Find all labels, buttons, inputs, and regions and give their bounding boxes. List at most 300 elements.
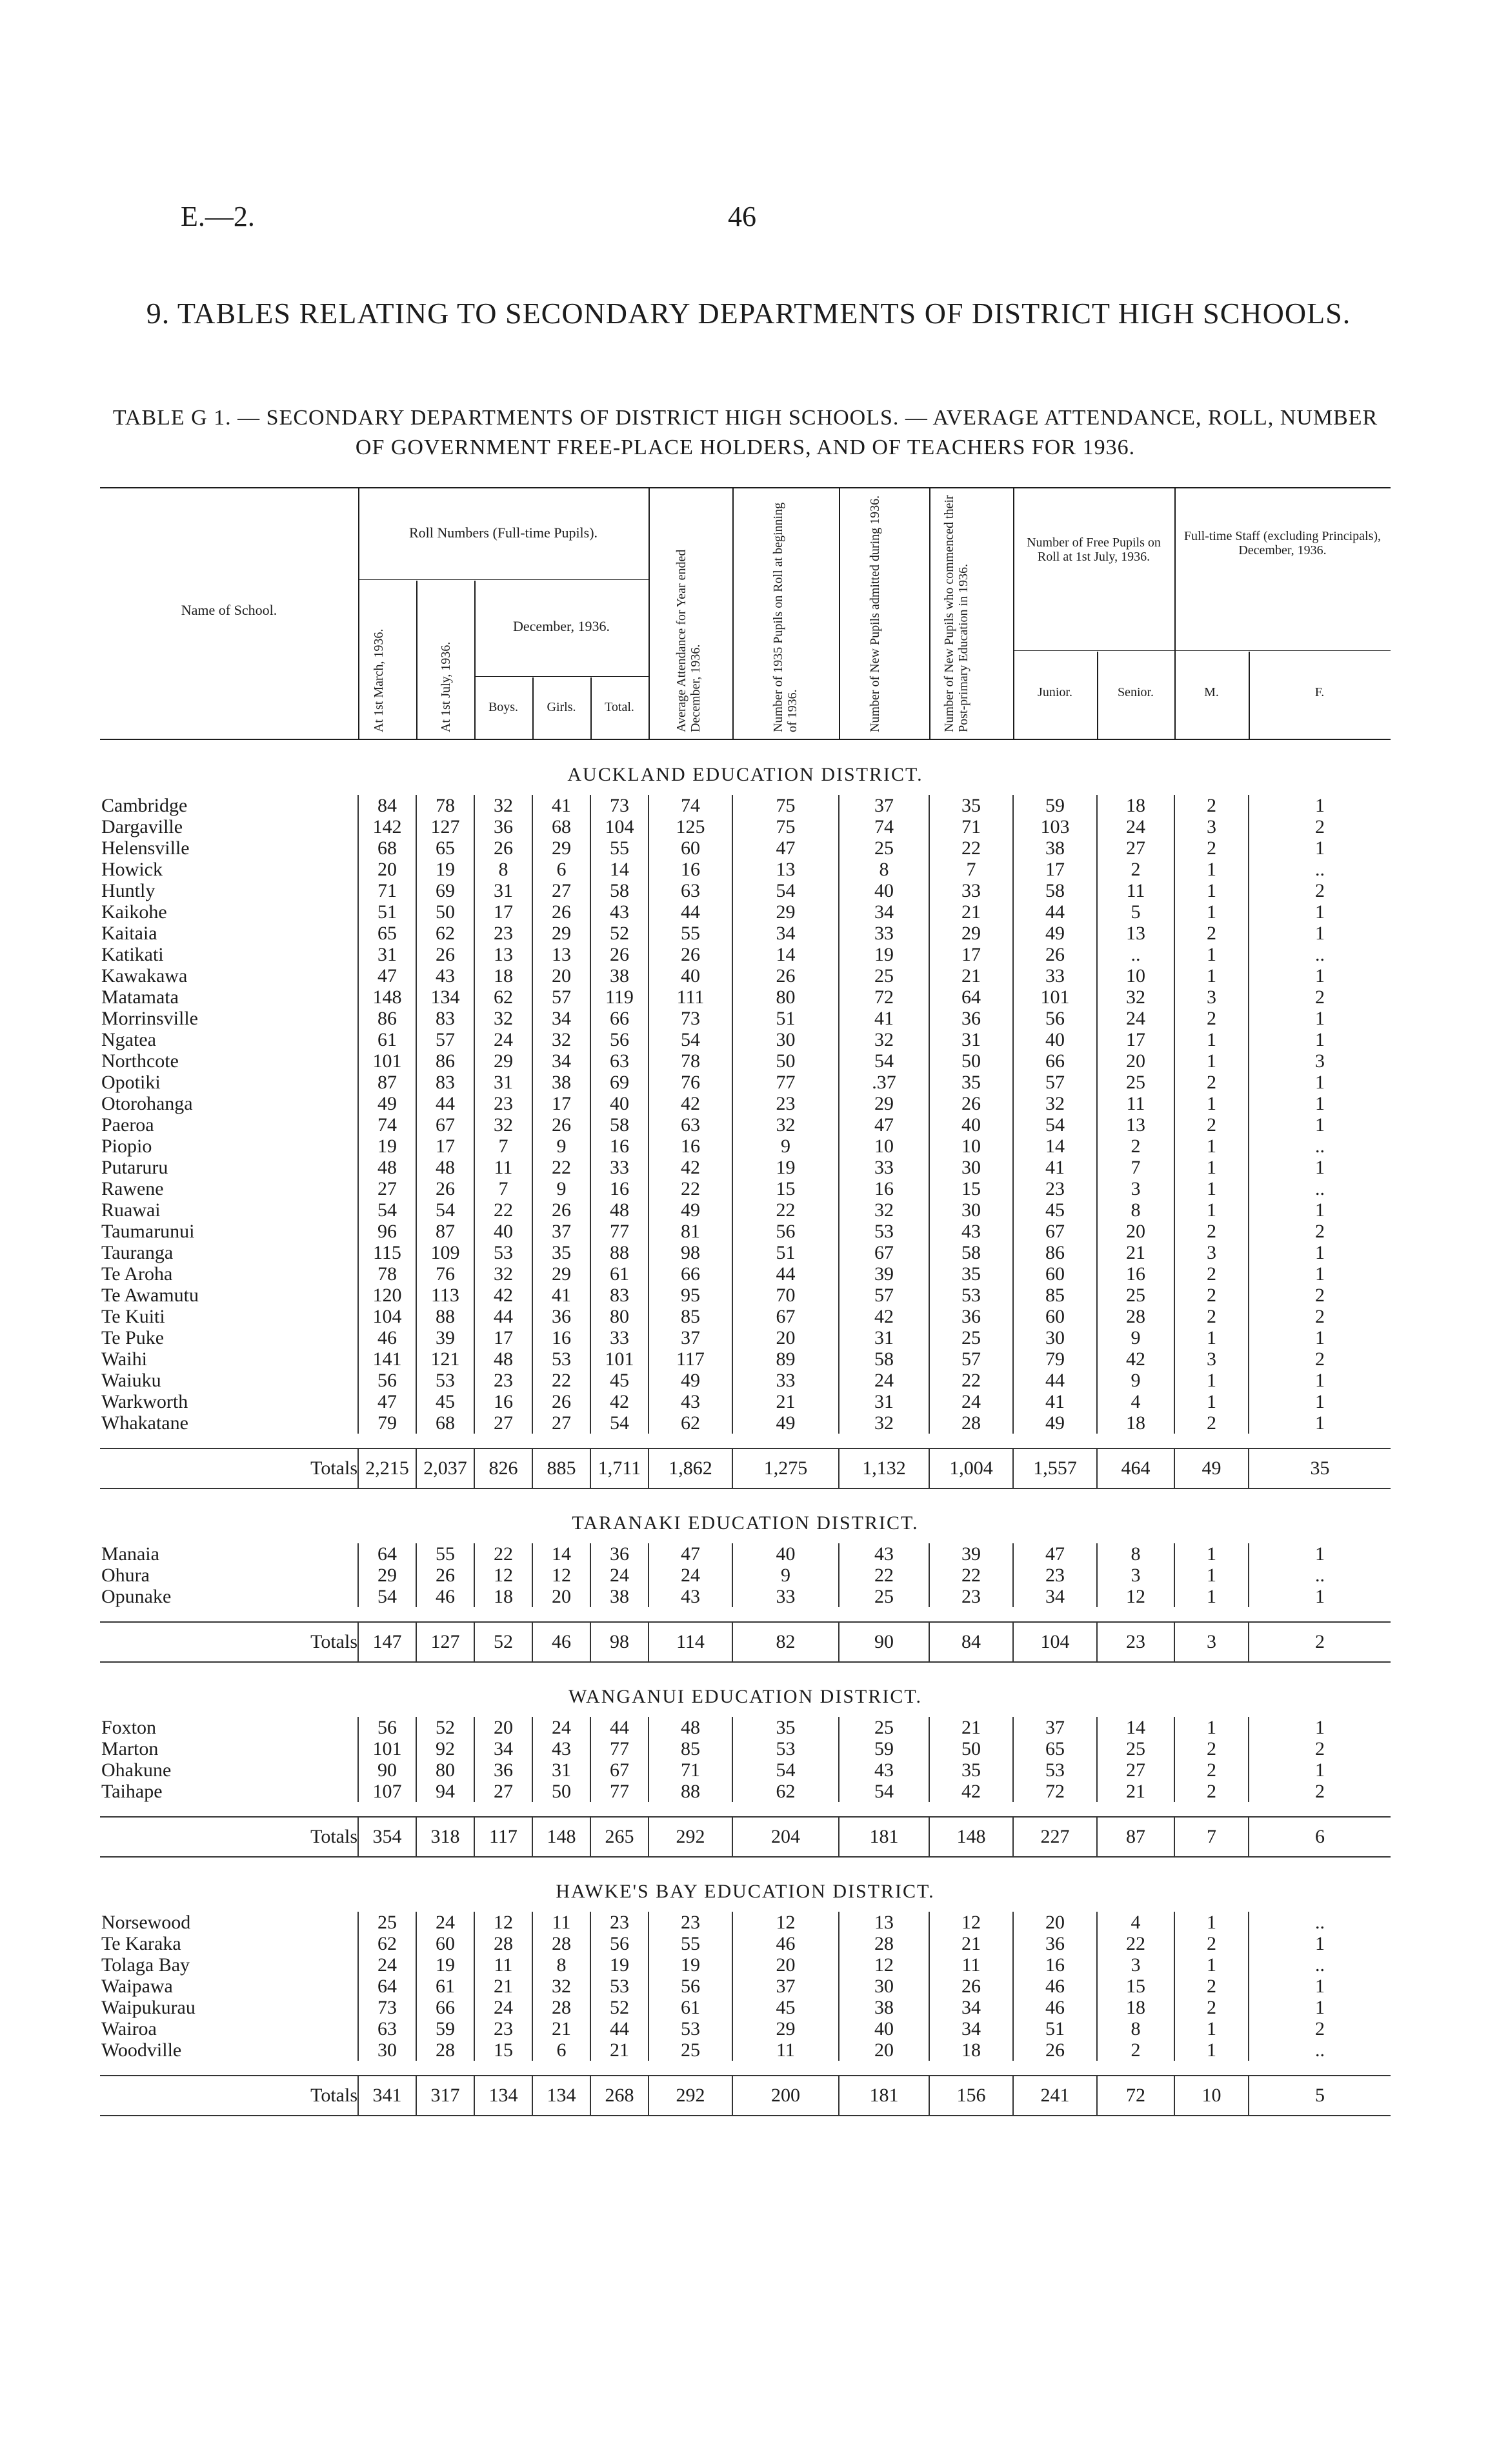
table-cell: 1 <box>1174 880 1249 901</box>
table-cell: 111 <box>648 987 732 1008</box>
district-heading: WANGANUI EDUCATION DISTRICT. <box>568 1686 922 1707</box>
table-cell: 1 <box>1249 1008 1391 1029</box>
table-cell: 41 <box>532 795 590 816</box>
table-cell: 125 <box>648 816 732 837</box>
table-cell: 147 <box>358 1622 416 1662</box>
table-cell: 59 <box>1013 795 1097 816</box>
header-divider <box>1013 650 1391 651</box>
table-cell: 3 <box>1174 1242 1249 1263</box>
table-cell: 19 <box>732 1157 839 1178</box>
table-cell: 3 <box>1174 1622 1249 1662</box>
spacer-cell <box>100 2061 1391 2076</box>
spacer-cell <box>100 1802 1391 1817</box>
table-cell: 83 <box>590 1285 648 1306</box>
table-cell: 2 <box>1249 1285 1391 1306</box>
table-cell: 24 <box>532 1717 590 1738</box>
table-cell: 27 <box>358 1178 416 1199</box>
school-name: Taihape <box>101 1781 163 1802</box>
table-cell: 103 <box>1013 816 1097 837</box>
header-name-of-school: Name of School. <box>181 602 277 618</box>
table-cell: 73 <box>590 795 648 816</box>
table-cell: 23 <box>929 1586 1013 1607</box>
school-name: Tauranga <box>101 1242 174 1263</box>
table-cell: 26 <box>416 1565 474 1586</box>
table-cell: 64 <box>358 1976 416 1997</box>
school-name: Marton <box>101 1738 159 1759</box>
header-bottom-rule <box>100 739 1391 740</box>
table-cell: 2 <box>1174 1306 1249 1327</box>
table-row <box>100 1221 1391 1242</box>
table-cell: 24 <box>474 1997 532 2018</box>
table-cell: 43 <box>648 1391 732 1412</box>
table-cell: 2 <box>1097 1136 1174 1157</box>
table-cell: 51 <box>732 1242 839 1263</box>
table-cell: 22 <box>1097 1933 1174 1954</box>
table-cell: 34 <box>532 1050 590 1072</box>
table-cell: .. <box>1097 944 1174 965</box>
table-cell: 39 <box>839 1263 929 1285</box>
table-cell: 42 <box>474 1285 532 1306</box>
header-total: Total. <box>605 700 634 714</box>
table-cell: 44 <box>1013 901 1097 923</box>
table-cell: 20 <box>839 2039 929 2061</box>
spacer-cell <box>100 1662 1391 1677</box>
table-row <box>100 1263 1391 1285</box>
page-number: 46 <box>728 201 756 232</box>
table-cell: 35 <box>1249 1448 1391 1488</box>
table-cell: 39 <box>929 1543 1013 1565</box>
school-name: Waipawa <box>101 1976 173 1997</box>
table-cell: 77 <box>590 1221 648 1242</box>
table-cell: 9 <box>732 1565 839 1586</box>
table-cell: 292 <box>648 1817 732 1857</box>
table-cell: 71 <box>929 816 1013 837</box>
spacer-row <box>100 2061 1391 2076</box>
table-cell: 46 <box>1013 1997 1097 2018</box>
table-cell: 1 <box>1249 1997 1391 2018</box>
table-cell: .. <box>1249 1178 1391 1199</box>
table-row <box>100 965 1391 987</box>
table-cell: 72 <box>1013 1781 1097 1802</box>
table-cell: 148 <box>358 987 416 1008</box>
school-name: Putaruru <box>101 1157 168 1178</box>
table-cell: 74 <box>358 1114 416 1136</box>
table-cell: 94 <box>416 1781 474 1802</box>
header-at-1st-march: At 1st March, 1936. <box>372 628 386 732</box>
table-cell: 36 <box>929 1306 1013 1327</box>
table-cell: 1 <box>1174 2018 1249 2039</box>
school-name: Northcote <box>101 1050 179 1072</box>
page-title: 9. TABLES RELATING TO SECONDARY DEPARTMENTS OF DISTRICT HIGH SCHOOLS. <box>146 297 1351 330</box>
table-cell: 53 <box>532 1348 590 1370</box>
table-cell: 66 <box>416 1997 474 2018</box>
table-cell: 13 <box>474 944 532 965</box>
table-cell: 318 <box>416 1817 474 1857</box>
table-cell: 19 <box>416 1954 474 1976</box>
table-cell: 32 <box>474 1114 532 1136</box>
table-cell: 2 <box>1249 1781 1391 1802</box>
table-cell: 9 <box>1097 1327 1174 1348</box>
table-cell: 22 <box>929 837 1013 859</box>
table-cell: 51 <box>358 901 416 923</box>
totals-label: Totals <box>100 2076 358 2116</box>
table-cell: 34 <box>474 1738 532 1759</box>
table-cell: 28 <box>416 2039 474 2061</box>
table-cell: 134 <box>474 2076 532 2116</box>
table-cell: 26 <box>532 1114 590 1136</box>
table-cell: 50 <box>929 1050 1013 1072</box>
table-cell: 17 <box>1097 1029 1174 1050</box>
table-cell: 57 <box>416 1029 474 1050</box>
schools-table <box>100 755 1391 2130</box>
table-cell: 19 <box>358 1136 416 1157</box>
table-cell: 88 <box>590 1242 648 1263</box>
table-cell: 27 <box>1097 837 1174 859</box>
table-cell: 17 <box>416 1136 474 1157</box>
table-cell: 42 <box>1097 1348 1174 1370</box>
header-senior: Senior. <box>1117 685 1154 699</box>
table-cell: 55 <box>590 837 648 859</box>
table-cell: 50 <box>416 901 474 923</box>
table-cell: 2 <box>1174 1072 1249 1093</box>
district-heading: HAWKE'S BAY EDUCATION DISTRICT. <box>556 1881 935 1902</box>
header-divider <box>358 487 359 739</box>
table-cell: 49 <box>648 1370 732 1391</box>
table-cell: 48 <box>648 1717 732 1738</box>
table-cell: 80 <box>416 1759 474 1781</box>
table-cell: 37 <box>839 795 929 816</box>
table-cell: 3 <box>1174 816 1249 837</box>
table-row <box>100 880 1391 901</box>
table-cell: 21 <box>1097 1242 1174 1263</box>
table-cell: 58 <box>839 1348 929 1370</box>
table-cell: 115 <box>358 1242 416 1263</box>
table-cell: 67 <box>590 1759 648 1781</box>
table-cell: 10 <box>1174 2076 1249 2116</box>
table-cell: 26 <box>474 837 532 859</box>
table-cell: 2 <box>1174 837 1249 859</box>
header-girls: Girls. <box>547 700 576 714</box>
table-cell: 30 <box>732 1029 839 1050</box>
header-average-attendance: Average Attendance for Year ended December, 1936. <box>674 549 703 732</box>
table-cell: 60 <box>648 837 732 859</box>
table-cell: 12 <box>1097 1586 1174 1607</box>
table-cell: 32 <box>474 1263 532 1285</box>
table-cell: 26 <box>929 1976 1013 1997</box>
spacer-cell <box>100 1857 1391 1872</box>
table-cell: 1 <box>1249 923 1391 944</box>
table-cell: 26 <box>590 944 648 965</box>
table-cell: 54 <box>358 1199 416 1221</box>
table-cell: 32 <box>532 1976 590 1997</box>
table-cell: 17 <box>1013 859 1097 880</box>
table-cell: 2 <box>1249 1221 1391 1242</box>
table-cell: 63 <box>590 1050 648 1072</box>
table-cell: 114 <box>648 1622 732 1662</box>
table-cell: 104 <box>1013 1622 1097 1662</box>
table-cell: 45 <box>416 1391 474 1412</box>
table-cell: 6 <box>532 859 590 880</box>
table-cell: 52 <box>416 1717 474 1738</box>
table-row <box>100 1327 1391 1348</box>
table-cell: 156 <box>929 2076 1013 2116</box>
page-reference: E.—2. <box>181 201 255 232</box>
totals-label: Totals <box>100 1622 358 1662</box>
table-cell: 354 <box>358 1817 416 1857</box>
table-cell: 1 <box>1249 1072 1391 1093</box>
school-name: Katikati <box>101 944 164 965</box>
table-cell: 37 <box>532 1221 590 1242</box>
school-name: Whakatane <box>101 1412 188 1434</box>
table-cell: 96 <box>358 1221 416 1242</box>
table-cell: 15 <box>474 2039 532 2061</box>
table-cell: 48 <box>416 1157 474 1178</box>
table-cell: 75 <box>732 795 839 816</box>
table-cell: 26 <box>416 944 474 965</box>
school-name: Opotiki <box>101 1072 161 1093</box>
table-cell: 73 <box>648 1008 732 1029</box>
table-cell: 8 <box>1097 1199 1174 1221</box>
table-cell: 113 <box>416 1285 474 1306</box>
table-cell: 11 <box>732 2039 839 2061</box>
table-cell: 1 <box>1174 944 1249 965</box>
table-cell: 1 <box>1174 1954 1249 1976</box>
table-cell: 1 <box>1174 901 1249 923</box>
table-cell: 61 <box>416 1976 474 1997</box>
table-cell: 26 <box>416 1178 474 1199</box>
school-name: Helensville <box>101 837 190 859</box>
table-cell: 40 <box>648 965 732 987</box>
table-cell: 11 <box>532 1912 590 1933</box>
table-cell: 268 <box>590 2076 648 2116</box>
table-cell: 40 <box>929 1114 1013 1136</box>
table-cell: 35 <box>929 1263 1013 1285</box>
table-cell: 1 <box>1174 1029 1249 1050</box>
school-name: Paeroa <box>101 1114 154 1136</box>
table-cell: 58 <box>590 1114 648 1136</box>
table-cell: 27 <box>474 1412 532 1434</box>
table-cell: 33 <box>590 1327 648 1348</box>
table-cell: 59 <box>839 1738 929 1759</box>
table-cell: 24 <box>648 1565 732 1586</box>
table-cell: 1 <box>1249 837 1391 859</box>
table-cell: 53 <box>839 1221 929 1242</box>
table-cell: 12 <box>732 1912 839 1933</box>
table-row <box>100 1565 1391 1586</box>
spacer-row <box>100 1662 1391 1677</box>
table-cell: 2 <box>1174 1759 1249 1781</box>
header-divider <box>1174 487 1176 739</box>
table-cell: 87 <box>416 1221 474 1242</box>
school-name: Kawakawa <box>101 965 188 987</box>
table-cell: 28 <box>1097 1306 1174 1327</box>
table-row <box>100 1029 1391 1050</box>
school-name: Howick <box>101 859 163 880</box>
school-name: Opunake <box>101 1586 172 1607</box>
table-cell: 47 <box>1013 1543 1097 1565</box>
table-cell: 95 <box>648 1285 732 1306</box>
table-cell: 16 <box>839 1178 929 1199</box>
table-cell: 84 <box>929 1622 1013 1662</box>
table-cell: 40 <box>590 1093 648 1114</box>
table-cell: 31 <box>358 944 416 965</box>
table-cell: 59 <box>416 2018 474 2039</box>
table-cell: 3 <box>1097 1954 1174 1976</box>
table-cell: 62 <box>648 1412 732 1434</box>
spacer-cell <box>100 1434 1391 1448</box>
school-name: Ngatea <box>101 1029 156 1050</box>
table-cell: 2 <box>1174 923 1249 944</box>
table-cell: 1 <box>1249 1157 1391 1178</box>
table-row <box>100 795 1391 816</box>
table-cell: 26 <box>532 1391 590 1412</box>
table-row <box>100 987 1391 1008</box>
table-cell: 16 <box>532 1327 590 1348</box>
table-cell: 16 <box>474 1391 532 1412</box>
table-cell: 75 <box>732 816 839 837</box>
table-cell: 19 <box>648 1954 732 1976</box>
table-cell: 35 <box>929 1759 1013 1781</box>
table-cell: 227 <box>1013 1817 1097 1857</box>
table-cell: 1,004 <box>929 1448 1013 1488</box>
totals-row <box>100 1817 1391 1857</box>
table-row <box>100 859 1391 880</box>
table-cell: 28 <box>474 1933 532 1954</box>
table-cell: 20 <box>532 965 590 987</box>
table-cell: 33 <box>839 1157 929 1178</box>
table-cell: 70 <box>732 1285 839 1306</box>
table-cell: 21 <box>474 1976 532 1997</box>
table-cell: 37 <box>1013 1717 1097 1738</box>
table-cell: 22 <box>474 1543 532 1565</box>
table-cell: 76 <box>416 1263 474 1285</box>
table-cell: 40 <box>839 880 929 901</box>
table-cell: 17 <box>929 944 1013 965</box>
table-cell: 53 <box>590 1976 648 1997</box>
table-cell: 1 <box>1249 1412 1391 1434</box>
table-cell: 23 <box>1013 1178 1097 1199</box>
table-cell: 54 <box>590 1412 648 1434</box>
table-cell: 30 <box>929 1157 1013 1178</box>
table-cell: 54 <box>416 1199 474 1221</box>
table-cell: 31 <box>929 1029 1013 1050</box>
table-cell: 33 <box>590 1157 648 1178</box>
table-cell: 49 <box>1013 923 1097 944</box>
table-cell: 80 <box>732 987 839 1008</box>
table-cell: 41 <box>1013 1391 1097 1412</box>
table-cell: 29 <box>732 901 839 923</box>
table-cell: 120 <box>358 1285 416 1306</box>
school-name: Otorohanga <box>101 1093 193 1114</box>
spacer-row <box>100 1857 1391 1872</box>
table-cell: 23 <box>590 1912 648 1933</box>
table-cell: 4 <box>1097 1391 1174 1412</box>
table-cell: 34 <box>929 2018 1013 2039</box>
table-cell: 61 <box>648 1997 732 2018</box>
school-name: Warkworth <box>101 1391 188 1412</box>
table-cell: 22 <box>532 1370 590 1391</box>
table-cell: .. <box>1249 1136 1391 1157</box>
table-cell: 29 <box>532 923 590 944</box>
table-cell: 1,132 <box>839 1448 929 1488</box>
table-row <box>100 901 1391 923</box>
table-cell: 98 <box>648 1242 732 1263</box>
table-cell: 50 <box>929 1738 1013 1759</box>
table-cell: 55 <box>416 1543 474 1565</box>
table-cell: 25 <box>839 1586 929 1607</box>
table-cell: 86 <box>1013 1242 1097 1263</box>
school-name: Rawene <box>101 1178 164 1199</box>
table-cell: 82 <box>732 1622 839 1662</box>
table-cell: 25 <box>929 1327 1013 1348</box>
table-cell: 2 <box>1249 816 1391 837</box>
table-cell: 56 <box>590 1029 648 1050</box>
school-name: Kaitaia <box>101 923 157 944</box>
table-cell: 46 <box>416 1586 474 1607</box>
table-cell: 2 <box>1249 1738 1391 1759</box>
table-cell: 15 <box>929 1178 1013 1199</box>
table-cell: 72 <box>839 987 929 1008</box>
school-name: Matamata <box>101 987 179 1008</box>
table-cell: 38 <box>590 965 648 987</box>
table-cell: 1 <box>1249 965 1391 987</box>
table-cell: 23 <box>474 1093 532 1114</box>
school-name: Te Kuiti <box>101 1306 165 1327</box>
table-cell: 8 <box>1097 2018 1174 2039</box>
table-cell: 30 <box>358 2039 416 2061</box>
table-cell: 38 <box>839 1997 929 2018</box>
table-cell: 1 <box>1174 1391 1249 1412</box>
table-row <box>100 1114 1391 1136</box>
table-cell: 49 <box>1013 1412 1097 1434</box>
spacer-cell <box>100 1607 1391 1622</box>
table-cell: 10 <box>1097 965 1174 987</box>
table-cell: 6 <box>532 2039 590 2061</box>
table-cell: 11 <box>1097 1093 1174 1114</box>
table-cell: 68 <box>358 837 416 859</box>
table-row <box>100 1285 1391 1306</box>
table-cell: 58 <box>1013 880 1097 901</box>
table-cell: 58 <box>929 1242 1013 1263</box>
table-cell: 79 <box>358 1412 416 1434</box>
header-junior: Junior. <box>1038 685 1072 699</box>
table-row <box>100 1586 1391 1607</box>
table-cell: 64 <box>929 987 1013 1008</box>
table-cell: 27 <box>1097 1759 1174 1781</box>
table-cell: 1 <box>1174 1050 1249 1072</box>
table-cell: 43 <box>929 1221 1013 1242</box>
table-cell: 11 <box>929 1954 1013 1976</box>
table-cell: 18 <box>929 2039 1013 2061</box>
header-divider <box>839 487 840 739</box>
school-name: Tolaga Bay <box>101 1954 190 1976</box>
table-cell: 3 <box>1174 987 1249 1008</box>
totals-label: Totals <box>100 1448 358 1488</box>
table-cell: 63 <box>648 1114 732 1136</box>
table-cell: 1,862 <box>648 1448 732 1488</box>
header-divider <box>929 487 930 739</box>
table-cell: 25 <box>1097 1072 1174 1093</box>
table-cell: 22 <box>648 1178 732 1199</box>
table-cell: 42 <box>648 1157 732 1178</box>
header-divider <box>732 487 734 739</box>
table-cell: 20 <box>532 1586 590 1607</box>
table-cell: 3 <box>1097 1565 1174 1586</box>
table-cell: 26 <box>648 944 732 965</box>
table-cell: 41 <box>839 1008 929 1029</box>
table-cell: 78 <box>416 795 474 816</box>
header-new-pupils: Number of New Pupils admitted during 1936. <box>868 495 882 732</box>
